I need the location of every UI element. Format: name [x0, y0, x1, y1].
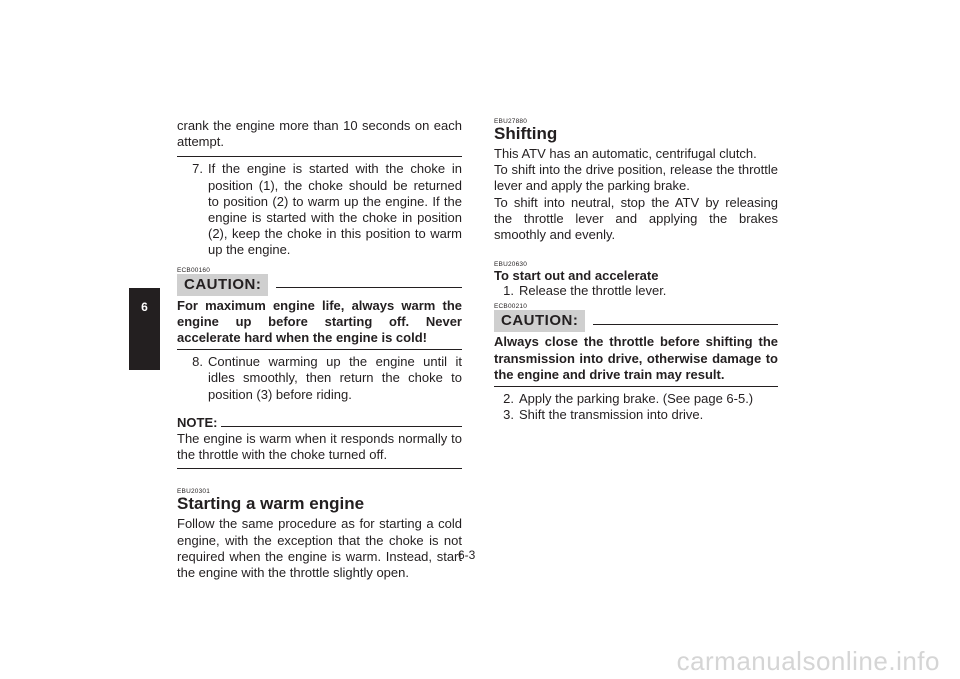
- note-text: The engine is warm when it responds normally to the throttle with the choke turned off.: [177, 431, 462, 463]
- caution-end-rule: [494, 386, 778, 387]
- caution-rule: [593, 324, 778, 325]
- caution-code: ECB00160: [177, 266, 211, 274]
- step-7: [177, 161, 462, 258]
- caution-header: [494, 310, 778, 332]
- watermark: carmanualsonline.info: [676, 646, 940, 676]
- step-number: 1.: [503, 283, 514, 299]
- right-column: [494, 118, 778, 423]
- step-text: If the engine is started with the choke in position (1), the choke should be returned to position (2) to warm up the engine. If the engine is started with the choke in position (2), keep the choke in this position to warm up the engine.: [208, 161, 462, 258]
- step-number: 2.: [503, 391, 514, 407]
- page-number: 6-3: [458, 548, 476, 562]
- chapter-number: 6: [141, 300, 148, 314]
- step-8: [177, 354, 462, 403]
- paragraph-2: To shift into the drive position, release the throttle lever and apply the parking brake.: [494, 162, 778, 194]
- step-number: 3.: [503, 407, 514, 423]
- paragraph-3: To shift into neutral, stop the ATV by releasing the throttle lever and applying the brakes smoothly and evenly.: [494, 194, 778, 243]
- step-2: [494, 391, 778, 407]
- step-text: Shift the transmission into drive.: [519, 407, 704, 423]
- subsection-code: EBU20630: [494, 261, 528, 269]
- caution-header: [177, 274, 462, 296]
- step-1: [494, 283, 778, 299]
- divider: [177, 156, 462, 157]
- section-paragraph: Follow the same procedure as for starting a cold engine, with the exception that the choke is not required when the engine is warm. Instead, start the engine with the throttle slightly open.: [177, 516, 462, 581]
- note-rule: [221, 426, 462, 427]
- caution-end-rule: [177, 349, 462, 350]
- caution-text: For maximum engine life, always warm the engine up before starting off. Never accelerate hard when the engine is cold!: [177, 297, 462, 346]
- section-title: Shifting: [494, 124, 558, 143]
- note-end-rule: [177, 468, 462, 469]
- note-label: NOTE:: [177, 414, 218, 430]
- step-text: Continue warming up the engine until it idles smoothly, then return the choke to position (3) before riding.: [208, 354, 462, 402]
- caution-label: CAUTION:: [177, 274, 268, 296]
- section-title: Starting a warm engine: [177, 494, 365, 514]
- caution-label: CAUTION:: [494, 310, 585, 332]
- chapter-tab: [129, 288, 160, 370]
- section-code: EBU27880: [494, 118, 528, 125]
- caution-code: ECB00210: [494, 303, 528, 311]
- left-column: [177, 118, 462, 581]
- caution-rule: [276, 287, 462, 288]
- caution-text: Always close the throttle before shifting the transmission into drive, otherwise damage to the engine and drive train may result.: [494, 334, 778, 382]
- step-text: Release the throttle lever.: [519, 283, 667, 299]
- note-header: [177, 415, 462, 431]
- subsection-title: To start out and accelerate: [494, 268, 659, 284]
- step-text: Apply the parking brake. (See page 6-5.): [519, 391, 754, 407]
- paragraph-1: This ATV has an automatic, centrifugal clutch.: [494, 146, 757, 161]
- step-3: [494, 407, 778, 423]
- section-code: EBU20301: [177, 488, 211, 496]
- intro-paragraph: crank the engine more than 10 seconds on each attempt.: [177, 118, 462, 150]
- step-number: 7.: [192, 161, 203, 177]
- step-number: 8.: [192, 354, 203, 370]
